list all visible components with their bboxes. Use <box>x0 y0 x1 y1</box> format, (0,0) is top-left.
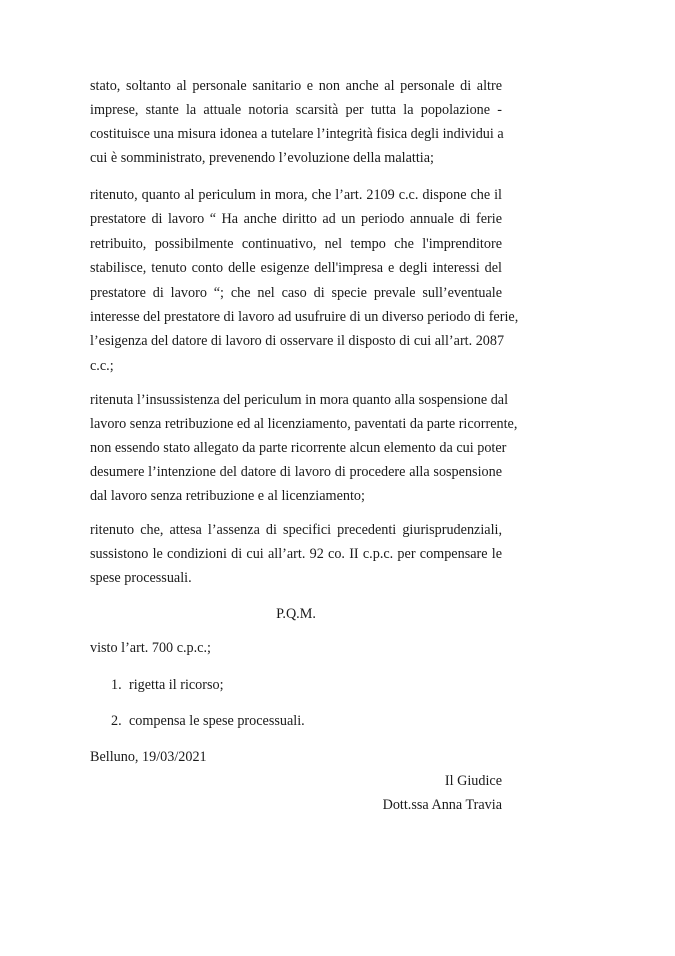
text-line: retribuito, possibilmente continuativo, nel tempo che l'imprenditore <box>90 236 502 252</box>
text-line: lavoro senza retribuzione ed al licenziamento, paventati da parte ricorrente, <box>90 416 518 432</box>
text-line: desumere l’intenzione del datore di lavoro di procedere alla sospensione <box>90 464 502 480</box>
text-line: costituisce una misura idonea a tutelare l’integrità fisica degli individui a <box>90 126 504 142</box>
text-line: c.c.; <box>90 358 114 374</box>
text-line: ritenuto, quanto al periculum in mora, che l’art. 2109 c.c. dispone che il <box>90 187 502 203</box>
text-line: non essendo stato allegato da parte ricorrente alcun elemento da cui poter <box>90 440 507 456</box>
text-line: sussistono le condizioni di cui all’art. 92 co. II c.p.c. per compensare le <box>90 546 502 562</box>
list-text: rigetta il ricorso; <box>129 677 224 693</box>
place-date: Belluno, 19/03/2021 <box>90 749 207 765</box>
text-line: ritenuto che, attesa l’assenza di specifici precedenti giurisprudenziali, <box>90 522 502 538</box>
list-number: 2. <box>111 713 122 729</box>
text-line: stato, soltanto al personale sanitario e non anche al personale di altre <box>90 78 502 94</box>
text-line: prestatore di lavoro “; che nel caso di specie prevale sull’eventuale <box>90 285 502 301</box>
signature-title: Il Giudice <box>444 773 502 789</box>
visto-line: visto l’art. 700 c.p.c.; <box>90 640 211 656</box>
signature-name: Dott.ssa Anna Travia <box>382 797 502 813</box>
text-line: imprese, stante la attuale notoria scarsità per tutta la popolazione - <box>90 102 502 118</box>
text-line: dal lavoro senza retribuzione e al licenziamento; <box>90 488 365 504</box>
text-line: spese processuali. <box>90 570 192 586</box>
text-line: l’esigenza del datore di lavoro di osservare il disposto di cui all’art. 2087 <box>90 333 505 349</box>
text-line: cui è somministrato, prevenendo l’evoluzione della malattia; <box>90 150 434 166</box>
list-text: compensa le spese processuali. <box>129 713 305 729</box>
text-line: prestatore di lavoro “ Ha anche diritto ad un periodo annuale di ferie <box>90 211 502 227</box>
list-number: 1. <box>111 677 122 693</box>
text-line: stabilisce, tenuto conto delle esigenze dell'impresa e degli interessi del <box>90 260 502 276</box>
text-line: ritenuta l’insussistenza del periculum in mora quanto alla sospensione dal <box>90 392 509 408</box>
text-line: interesse del prestatore di lavoro ad usufruire di un diverso periodo di ferie, <box>90 309 519 325</box>
heading-pqm: P.Q.M. <box>276 606 316 622</box>
